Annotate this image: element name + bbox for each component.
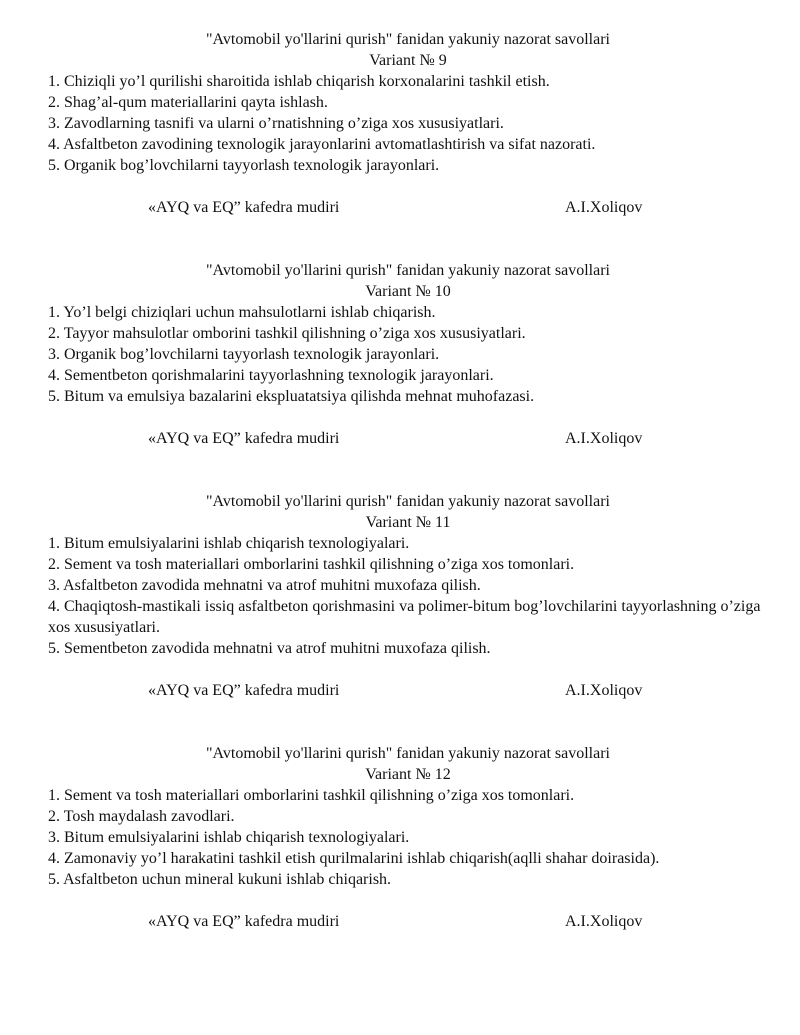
variant-title: "Avtomobil yo'llarini qurish" fanidan yakuniy nazorat savollari xyxy=(206,262,610,279)
question-item: 1. Sement va tosh materiallari omborlarini tashkil qilishning o’ziga xos tomonlari. xyxy=(48,787,575,804)
variant-number: Variant № 10 xyxy=(365,283,451,300)
question-item: 2. Sement va tosh materiallari omborlarini tashkil qilishning o’ziga xos tomonlari. xyxy=(48,556,575,573)
variant-title: "Avtomobil yo'llarini qurish" fanidan yakuniy nazorat savollari xyxy=(206,745,610,762)
question-item: 3. Zavodlarning tasnifi va ularni o’rnatishning o’ziga xos xususiyatlari. xyxy=(48,115,504,132)
question-list xyxy=(48,302,768,407)
department-head-label: «AYQ va EQ” kafedra mudiri xyxy=(148,913,340,930)
signature-line xyxy=(48,197,768,218)
department-head-label: «AYQ va EQ” kafedra mudiri xyxy=(148,430,340,447)
variant-number: Variant № 12 xyxy=(365,766,451,783)
question-item: 3. Organik bog’lovchilarni tayyorlash texnologik jarayonlari. xyxy=(48,346,440,363)
question-item: 5. Asfaltbeton uchun mineral kukuni ishlab chiqarish. xyxy=(48,871,392,888)
question-item: 5. Sementbeton zavodida mehnatni va atrof muhitni muxofaza qilish. xyxy=(48,640,491,657)
question-item: 5. Bitum va emulsiya bazalarini ekspluatatsiya qilishda mehnat muhofazasi. xyxy=(48,388,535,405)
question-item: 2. Tayyor mahsulotlar omborini tashkil qilishning o’ziga xos xususiyatlari. xyxy=(48,325,526,342)
signature-line xyxy=(48,428,768,449)
question-item: 3. Asfaltbeton zavodida mehnatni va atrof muhitni muxofaza qilish. xyxy=(48,577,481,594)
department-head-label: «AYQ va EQ” kafedra mudiri xyxy=(148,199,340,216)
variant-block xyxy=(48,29,768,218)
question-item: 5. Organik bog’lovchilarni tayyorlash texnologik jarayonlari. xyxy=(48,157,440,174)
variant-title: "Avtomobil yo'llarini qurish" fanidan yakuniy nazorat savollari xyxy=(206,31,610,48)
question-list xyxy=(48,785,768,890)
question-item: 4. Sementbeton qorishmalarini tayyorlashning texnologik jarayonlari. xyxy=(48,367,494,384)
signatory-name: A.I.Xoliqov xyxy=(565,913,643,930)
question-item: 1. Yo’l belgi chiziqlari uchun mahsulotlarni ishlab chiqarish. xyxy=(48,304,436,321)
question-item: 4. Asfaltbeton zavodining texnologik jarayonlarini avtomatlashtirish va sifat nazorati. xyxy=(48,136,596,153)
variant-block xyxy=(48,491,768,701)
question-list xyxy=(48,71,768,176)
question-item: 2. Tosh maydalash zavodlari. xyxy=(48,808,235,825)
variant-block xyxy=(48,743,768,932)
question-item: 1. Bitum emulsiyalarini ishlab chiqarish texnologiyalari. xyxy=(48,535,410,552)
question-item: 1. Chiziqli yo’l qurilishi sharoitida ishlab chiqarish korxonalarini tashkil etish. xyxy=(48,73,550,90)
question-item: 2. Shag’al-qum materiallarini qayta ishlash. xyxy=(48,94,328,111)
question-item: 4. Chaqiqtosh-mastikali issiq asfaltbeton qorishmasini va polimer-bitum bog’lovchilarini tayyorlashning o’ziga xos xususiyatlari. xyxy=(48,598,761,636)
signature-line xyxy=(48,911,768,932)
signatory-name: A.I.Xoliqov xyxy=(565,199,643,216)
variant-block xyxy=(48,260,768,449)
question-list xyxy=(48,533,768,659)
signature-line xyxy=(48,680,768,701)
variant-title: "Avtomobil yo'llarini qurish" fanidan yakuniy nazorat savollari xyxy=(206,493,610,510)
variant-number: Variant № 11 xyxy=(365,514,451,531)
variant-number: Variant № 9 xyxy=(369,52,447,69)
question-item: 4. Zamonaviy yo’l harakatini tashkil etish qurilmalarini ishlab chiqarish(aqlli shahar doirasida). xyxy=(48,850,660,867)
question-item: 3. Bitum emulsiyalarini ishlab chiqarish texnologiyalari. xyxy=(48,829,410,846)
signatory-name: A.I.Xoliqov xyxy=(565,430,643,447)
department-head-label: «AYQ va EQ” kafedra mudiri xyxy=(148,682,340,699)
signatory-name: A.I.Xoliqov xyxy=(565,682,643,699)
